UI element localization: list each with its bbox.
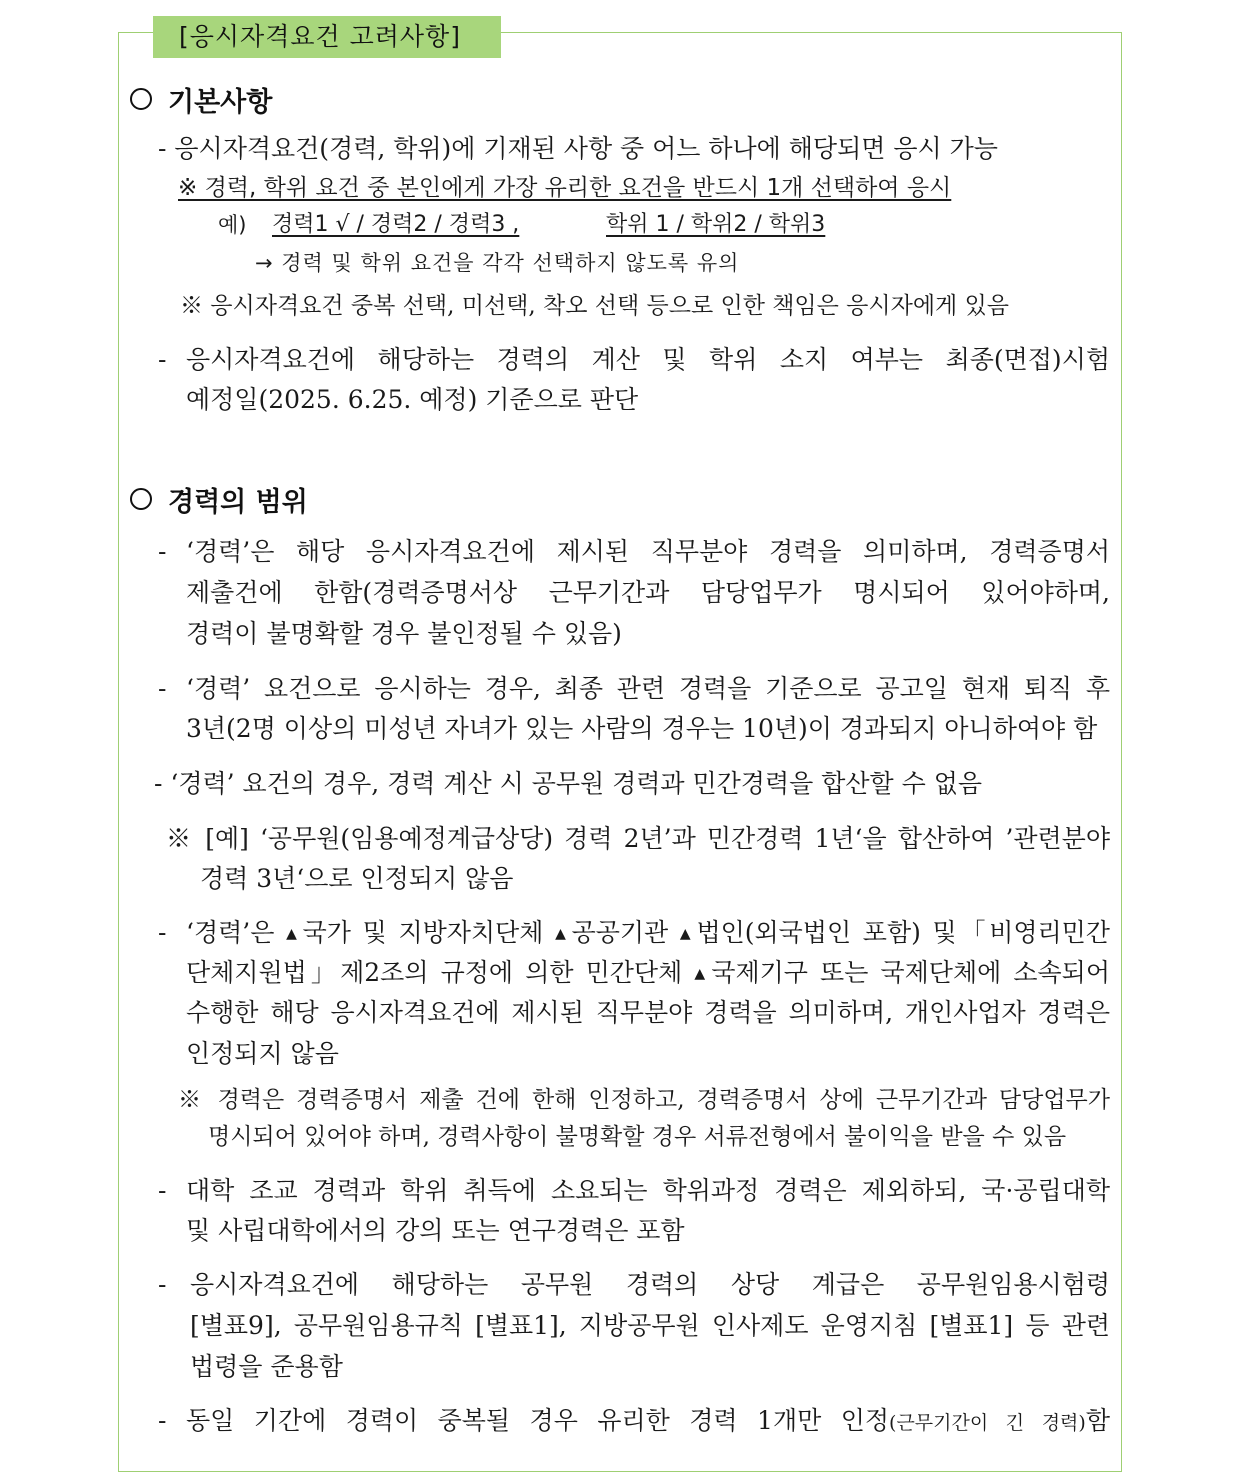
dash-bullet: - (158, 1176, 167, 1205)
heading-basic (130, 80, 272, 119)
career-item-4-line1 (186, 918, 1110, 949)
career-item-6-line2: [별표9], 공무원임용규칙 [별표1], 지방공무원 인사제도 운영지침 [별표1] 등 관련 (190, 1311, 1110, 1340)
circle-bullet-icon (130, 488, 152, 510)
triangle-bullet-icon: ▲ (679, 926, 695, 942)
career-item-7 (186, 1406, 1110, 1438)
career-item-6-line1: 응시자격요건에 해당하는 공무원 경력의 상당 계급은 공무원임용시험령 (190, 1270, 1110, 1299)
dash-bullet: - (158, 918, 167, 947)
dash-bullet: - (158, 1270, 167, 1299)
heading-career-scope (130, 480, 308, 519)
basic-item-2-line2: 예정일(2025. 6.25. 예정) 기준으로 판단 (186, 385, 639, 414)
triangle-bullet-icon: ▲ (286, 926, 301, 942)
career-item-4-text: 법인(외국법인 포함) 및「비영리민간 (696, 918, 1110, 947)
career-item-4-line3: 수행한 해당 응시자격요건에 제시된 직무분야 경력을 의미하며, 개인사업자 경력은 (186, 998, 1110, 1027)
career-note-1-line1: ※ [예] ‘공무원(임용예정계급상당) 경력 2년’과 민간경력 1년‘을 합산하여 ’관련분야 (166, 824, 1110, 853)
example-arrow-note: → 경력 및 학위 요건을 각각 선택하지 않도록 유의 (255, 251, 740, 275)
dash-bullet: - (158, 537, 167, 566)
basic-note-1: ※ 경력, 학위 요건 중 본인에게 가장 유리한 요건을 반드시 1개 선택하여 응시 (178, 175, 952, 201)
career-item-7-text: 동일 기간에 경력이 중복될 경우 유리한 경력 1개만 인정 (186, 1406, 890, 1435)
heading-text: 경력의 범위 (168, 487, 308, 518)
career-item-6-line3: 법령을 준용함 (190, 1352, 343, 1381)
career-item-7-end: 함 (1085, 1406, 1110, 1435)
career-item-4-text: 공공기관 (571, 918, 669, 947)
career-item-5-line1: 대학 조교 경력과 학위 취득에 소요되는 학위과정 경력은 제외하되, 국·공립대학 (186, 1176, 1110, 1205)
career-item-4-text: ‘경력’은 (186, 918, 275, 947)
dash-bullet: - (158, 345, 167, 374)
section-tab-title: [응시자격요건 고려사항] (153, 16, 501, 58)
example-career: 경력1 √ / 경력2 / 경력3 , (272, 212, 520, 237)
career-item-1-line1: ‘경력’은 해당 응시자격요건에 제시된 직무분야 경력을 의미하며, 경력증명서 (186, 537, 1110, 566)
career-item-5-line2: 및 사립대학에서의 강의 또는 연구경력은 포함 (186, 1216, 685, 1245)
career-item-3: - ‘경력’ 요건의 경우, 경력 계산 시 공무원 경력과 민간경력을 합산할 수 없음 (154, 769, 983, 798)
circle-bullet-icon (130, 88, 152, 110)
basic-note-2: ※ 응시자격요건 중복 선택, 미선택, 착오 선택 등으로 인한 책임은 응시자에게 있음 (180, 293, 1010, 319)
career-note-1-line2: 경력 3년‘으로 인정되지 않음 (200, 864, 514, 893)
career-item-4-text: 국제기구 또는 국제단체에 소속되어 (711, 958, 1110, 987)
dash-bullet: - (158, 674, 167, 703)
career-note-2-line1: ※ 경력은 경력증명서 제출 건에 한해 인정하고, 경력증명서 상에 근무기간과 담당업무가 (178, 1087, 1110, 1113)
dash-bullet: - (158, 1406, 167, 1435)
career-item-4-text: 국가 및 지방자치단체 (302, 918, 544, 947)
career-item-4-line2 (186, 958, 1110, 989)
example-degree: 학위 1 / 학위2 / 학위3 (606, 212, 826, 237)
triangle-bullet-icon: ▲ (694, 966, 710, 982)
triangle-bullet-icon: ▲ (555, 926, 570, 942)
career-item-4-line4: 인정되지 않음 (186, 1039, 339, 1068)
career-item-7-small: (근무기간이 긴 경력) (889, 1412, 1086, 1434)
basic-item-2-line1: 응시자격요건에 해당하는 경력의 계산 및 학위 소지 여부는 최종(면접)시험 (186, 345, 1110, 374)
example-label: 예) (218, 213, 247, 237)
career-item-1-line2: 제출건에 한함(경력증명서상 근무기간과 담당업무가 명시되어 있어야하며, (186, 578, 1110, 607)
heading-text: 기본사항 (168, 87, 273, 118)
career-note-2-line2: 명시되어 있어야 하며, 경력사항이 불명확할 경우 서류전형에서 불이익을 받을 수 있음 (208, 1124, 1067, 1150)
career-item-2-line2: 3년(2명 이상의 미성년 자녀가 있는 사람의 경우는 10년)이 경과되지 아니하여야 함 (186, 714, 1098, 743)
basic-item-1: - 응시자격요건(경력, 학위)에 기재된 사항 중 어느 하나에 해당되면 응시 가능 (158, 134, 998, 163)
career-item-2-line1: ‘경력’ 요건으로 응시하는 경우, 최종 관련 경력을 기준으로 공고일 현재 퇴직 후 (186, 674, 1110, 703)
career-item-4-text: 단체지원법」제2조의 규정에 의한 민간단체 (186, 958, 683, 987)
career-item-1-line3: 경력이 불명확할 경우 불인정될 수 있음) (186, 619, 622, 648)
